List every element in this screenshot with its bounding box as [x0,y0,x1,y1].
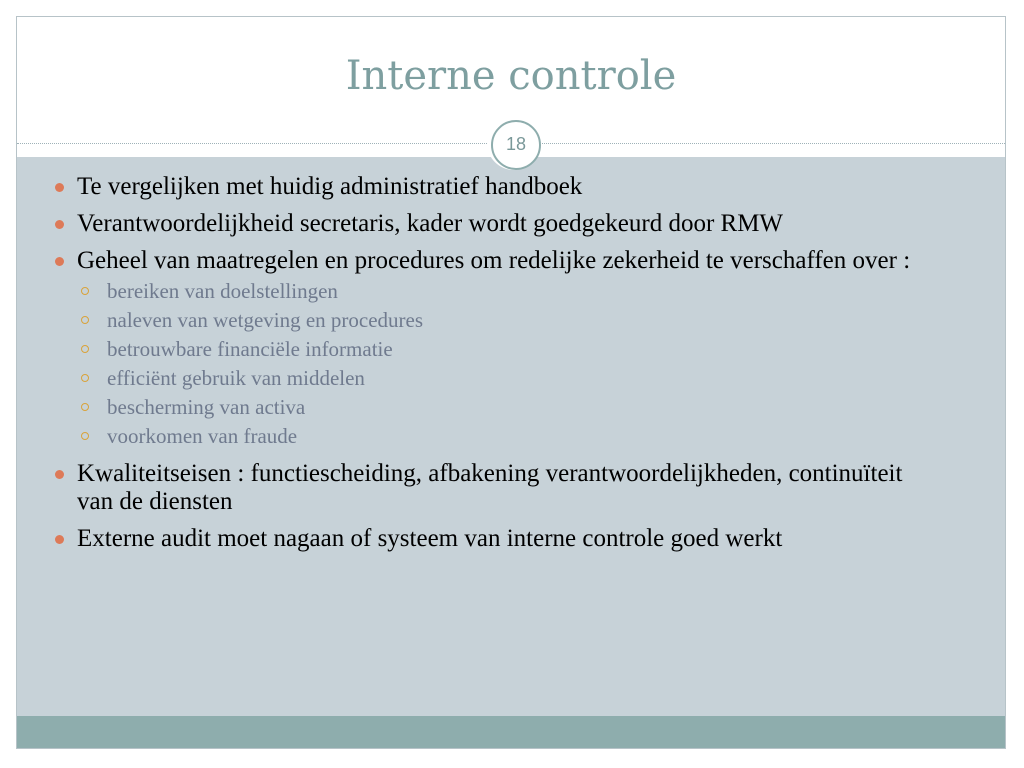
bullet-text: Geheel van maatregelen en procedures om redelijke zekerheid te verschaffen over : [77,247,911,274]
sub-bullet-text: betrouwbare financiële informatie [107,337,393,361]
sub-bullet-item [77,335,943,364]
sub-bullet-ring-icon [81,374,89,382]
bullet-text: Verantwoordelijkheid secretaris, kader wordt goedgekeurd door RMW [77,210,784,237]
bullet-dot-icon [55,220,64,229]
bullet-item [53,210,943,238]
bullet-dot-icon [55,257,64,266]
bullet-list [53,173,943,562]
sub-bullet-item [77,306,943,335]
sub-bullet-text: bereiken van doelstellingen [107,279,338,303]
bullet-dot-icon [55,535,64,544]
bullet-item [53,247,943,451]
sub-bullet-list [77,277,943,451]
sub-bullet-text: efficiënt gebruik van middelen [107,366,365,390]
bullet-text: Externe audit moet nagaan of systeem van interne controle goed werkt [77,525,783,552]
sub-bullet-ring-icon [81,432,89,440]
sub-bullet-item [77,364,943,393]
sub-bullet-ring-icon [81,345,89,353]
bullet-item [53,173,943,201]
sub-bullet-item [77,393,943,422]
bullet-text: Te vergelijken met huidig administratief handboek [77,173,583,200]
sub-bullet-ring-icon [81,403,89,411]
bullet-item [53,525,943,553]
slide [16,16,1006,749]
sub-bullet-text: naleven van wetgeving en procedures [107,308,424,332]
sub-bullet-text: bescherming van activa [107,395,306,419]
bullet-dot-icon [55,183,64,192]
bullet-dot-icon [55,470,64,479]
bullet-text: Kwaliteitseisen : functiescheiding, afbakening verantwoordelijkheden, continuïteit van de diensten [77,460,903,515]
sub-bullet-item [77,277,943,306]
sub-bullet-item [77,422,943,451]
sub-bullet-ring-icon [81,316,89,324]
footer-bar [17,716,1005,749]
sub-bullet-ring-icon [81,287,89,295]
slide-number: 18 [491,120,541,170]
sub-bullet-text: voorkomen van fraude [107,424,298,448]
slide-title: Interne controle [345,53,677,99]
bullet-item [53,460,943,516]
